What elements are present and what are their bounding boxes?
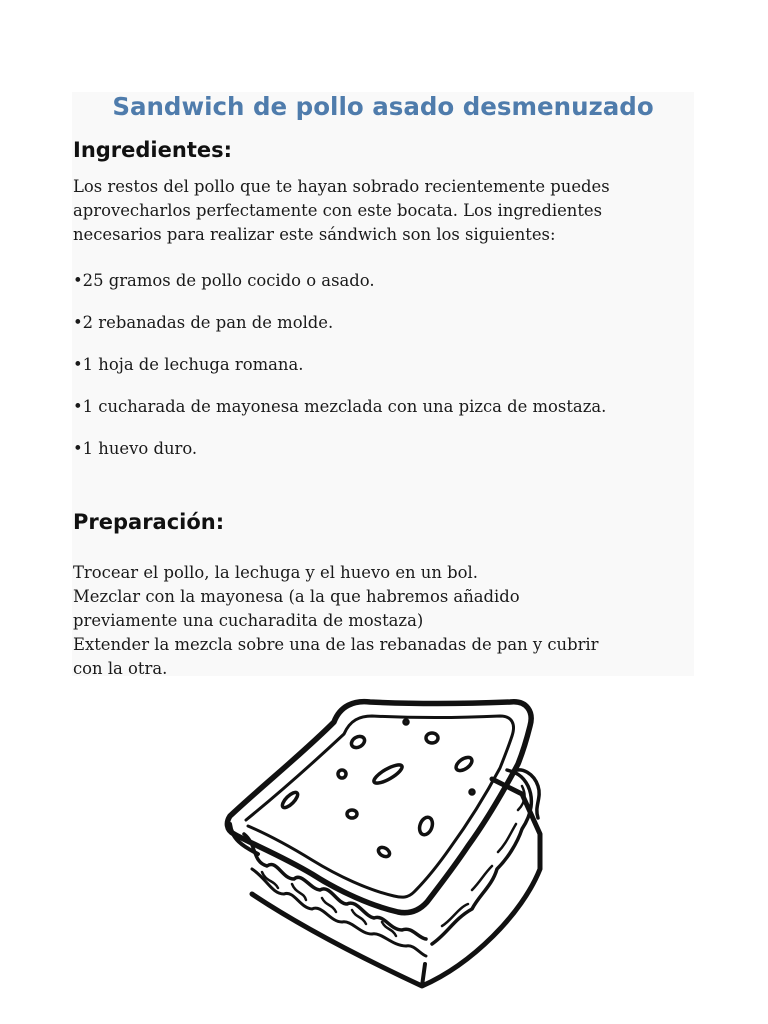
intro-line: aprovecharlos perfectamente con este bocata. Los ingredientes: [73, 201, 603, 220]
ingredients-heading: Ingredientes:: [73, 138, 232, 162]
preparation-heading: Preparación:: [73, 510, 225, 534]
preparation-line: Trocear el pollo, la lechuga y el huevo en un bol.: [73, 563, 478, 582]
intro-line: necesarios para realizar este sándwich son los siguientes:: [73, 225, 556, 244]
intro-paragraph: [73, 175, 703, 247]
intro-line: Los restos del pollo que te hayan sobrado recientemente puedes: [73, 177, 610, 196]
recipe-title: Sandwich de pollo asado desmenuzado: [112, 92, 654, 121]
ingredient-item: •1 cucharada de mayonesa mezclada con una pizca de mostaza.: [73, 397, 607, 416]
ingredient-item: •1 huevo duro.: [73, 439, 198, 458]
preparation-line: Mezclar con la mayonesa (a la que habremos añadido: [73, 587, 520, 606]
ingredient-item: •1 hoja de lechuga romana.: [73, 355, 304, 374]
preparation-line: Extender la mezcla sobre una de las rebanadas de pan y cubrir: [73, 635, 599, 654]
ingredient-item: •25 gramos de pollo cocido o asado.: [73, 271, 375, 290]
preparation-line: previamente una cucharadita de mostaza): [73, 611, 424, 630]
preparation-line: con la otra.: [73, 659, 168, 678]
preparation-paragraph: [73, 561, 703, 681]
ingredient-item: •2 rebanadas de pan de molde.: [73, 313, 334, 332]
sandwich-icon: [222, 694, 546, 994]
